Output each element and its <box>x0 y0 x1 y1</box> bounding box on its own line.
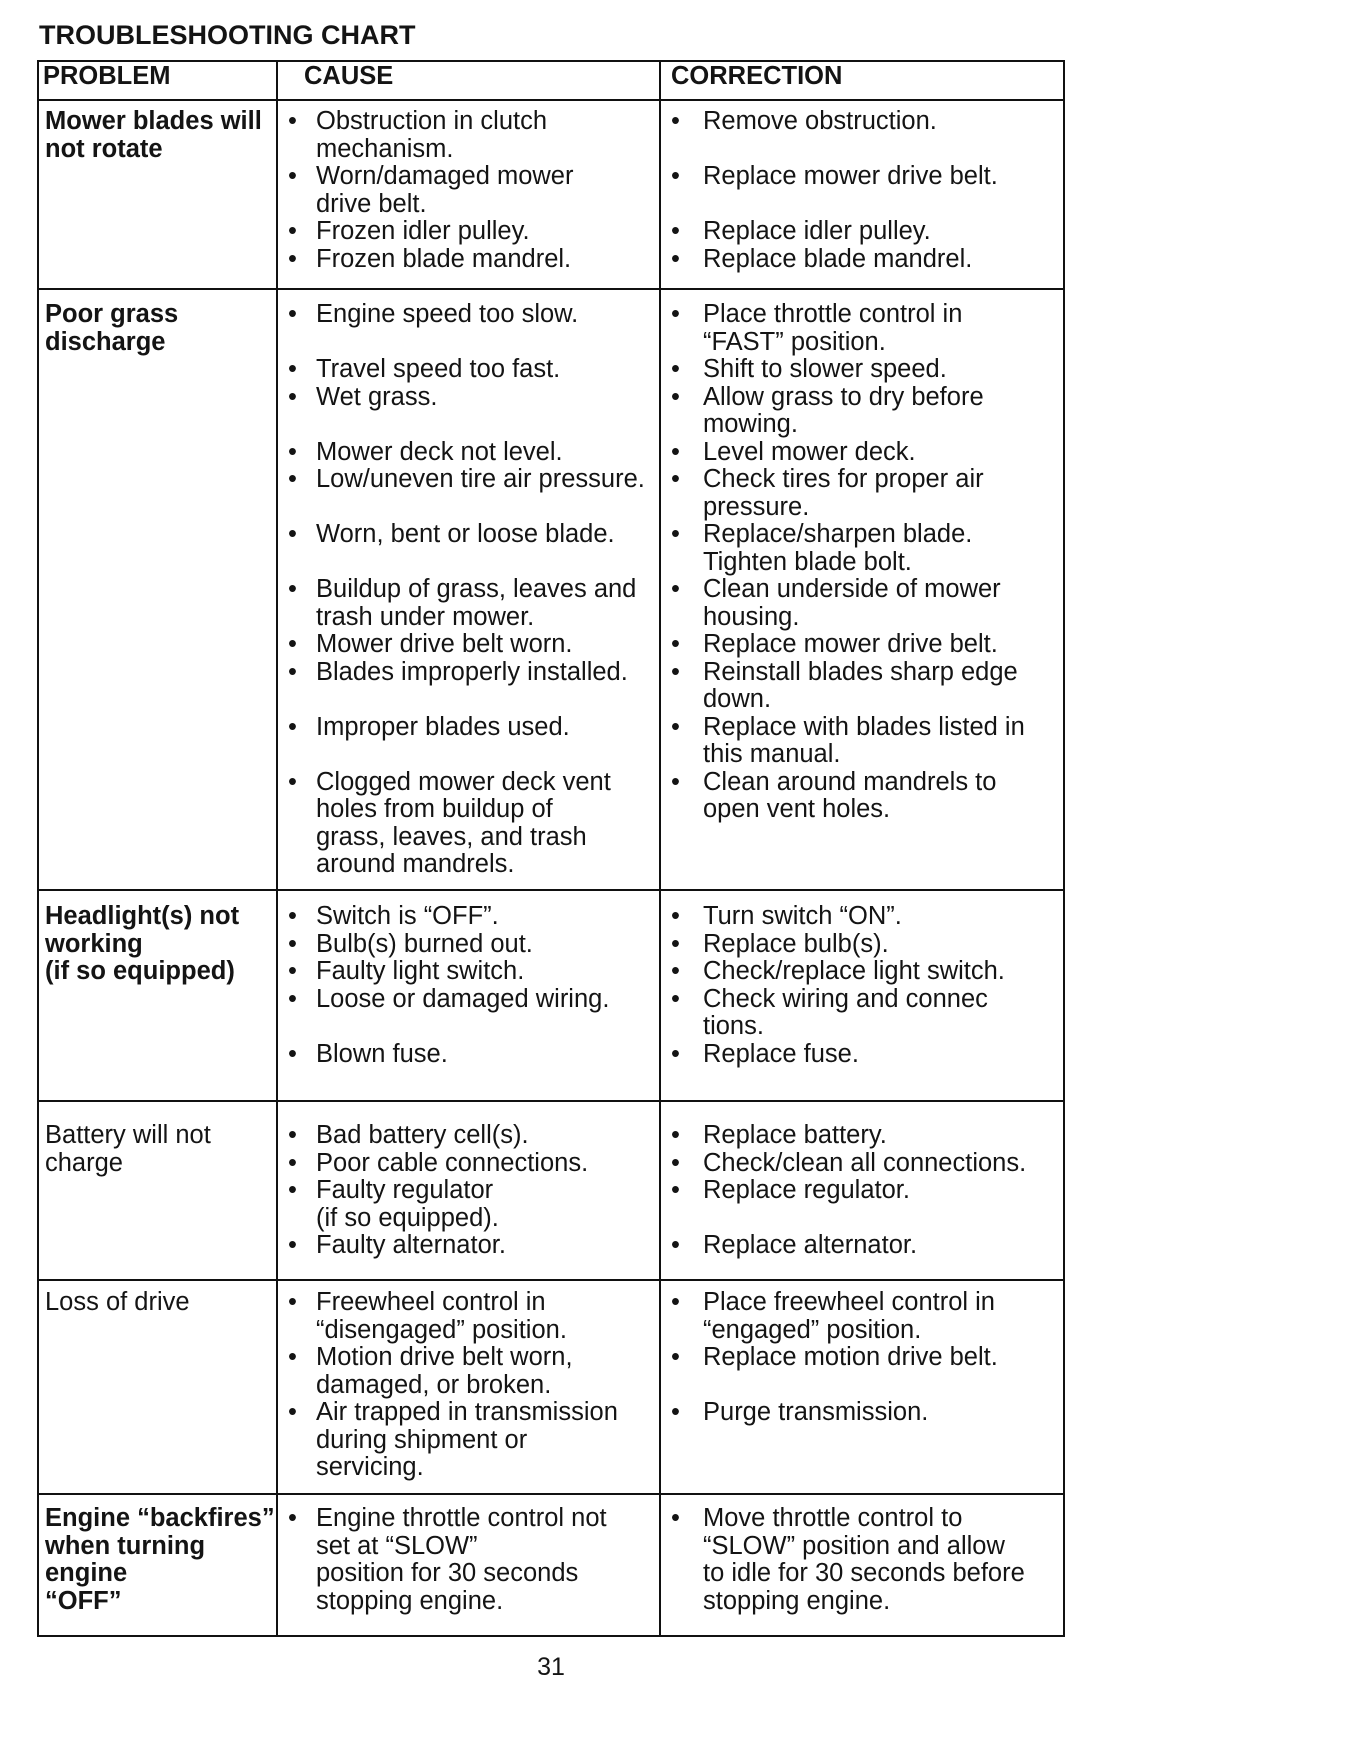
correction-item: • Clean underside of mower housing. <box>661 576 1063 631</box>
correction-item: • Replace motion drive belt. <box>661 1344 1063 1399</box>
cause-item: • Air trapped in transmission during shipment or servicing. <box>278 1399 661 1482</box>
correction-item: • Reinstall blades sharp edge down. <box>661 659 1063 714</box>
table-row <box>39 1102 1063 1281</box>
cause-item: • Engine speed too slow. <box>278 301 661 356</box>
cause-item: • Obstruction in clutch mechanism. <box>278 108 661 163</box>
cause-item: • Poor cable connections. <box>278 1150 661 1178</box>
correction-item: • Check wiring and connec tions. <box>661 986 1063 1041</box>
correction-item: • Replace bulb(s). <box>661 931 1063 959</box>
correction-item: • Shift to slower speed. <box>661 356 1063 384</box>
title-clip <box>39 20 479 50</box>
problem-cell: Poor grass discharge <box>45 300 179 356</box>
correction-item: • Purge transmission. <box>661 1399 1063 1482</box>
problem-cell: Engine “backfires” when turning engine “OFF” <box>45 1504 275 1615</box>
correction-item: • Replace alternator. <box>661 1232 1063 1260</box>
cause-item: • Mower drive belt worn. <box>278 631 661 659</box>
correction-item: • Replace with blades listed in this manual. <box>661 714 1063 769</box>
correction-item: • Check tires for proper air pressure. <box>661 466 1063 521</box>
cause-item: • Faulty regulator (if so equipped). <box>278 1177 661 1232</box>
correction-item: • Check/clean all connections. <box>661 1150 1063 1178</box>
correction-item: • Replace mower drive belt. <box>661 163 1063 218</box>
cause-item: • Motion drive belt worn, damaged, or broken. <box>278 1344 661 1399</box>
cause-item: • Frozen blade mandrel. <box>278 246 661 274</box>
correction-item: • Place throttle control in “FAST” position. <box>661 301 1063 356</box>
problem-cell: Mower blades will not rotate <box>45 107 262 163</box>
table-header <box>39 62 1063 101</box>
cause-item: • Bad battery cell(s). <box>278 1122 661 1150</box>
cause-item: • Wet grass. <box>278 384 661 439</box>
cause-item: • Improper blades used. <box>278 714 661 769</box>
correction-item: • Replace battery. <box>661 1122 1063 1150</box>
cause-item: • Mower deck not level. <box>278 439 661 467</box>
correction-item: • Move throttle control to “SLOW” position and allow to idle for 30 seconds before stopping engine. <box>661 1505 1063 1615</box>
table-row <box>39 290 1063 891</box>
cause-item: • Blown fuse. <box>278 1041 661 1069</box>
correction-item: • Replace mower drive belt. <box>661 631 1063 659</box>
column-divider <box>659 62 661 1635</box>
cause-item: • Frozen idler pulley. <box>278 218 661 246</box>
correction-item: • Level mower deck. <box>661 439 1063 467</box>
table-row <box>39 891 1063 1102</box>
cause-item: • Bulb(s) burned out. <box>278 931 661 959</box>
cause-item: • Low/uneven tire air pressure. <box>278 466 661 521</box>
column-divider <box>276 62 278 1635</box>
cause-item: • Buildup of grass, leaves and trash under mower. <box>278 576 661 631</box>
cause-item: • Travel speed too fast. <box>278 356 661 384</box>
table-body <box>39 101 1063 1635</box>
correction-item: • Clean around mandrels to open vent holes. <box>661 769 1063 879</box>
correction-item: • Turn switch “ON”. <box>661 903 1063 931</box>
page-number: 31 <box>537 1653 565 1681</box>
correction-item: • Remove obstruction. <box>661 108 1063 163</box>
table-row <box>39 1495 1063 1635</box>
table-row <box>39 1281 1063 1495</box>
cause-item: • Faulty alternator. <box>278 1232 661 1260</box>
cause-item: • Engine throttle control not set at “SLOW” position for 30 seconds stopping engine. <box>278 1505 661 1615</box>
cause-item: • Loose or damaged wiring. <box>278 986 661 1041</box>
cause-item: • Switch is “OFF”. <box>278 903 661 931</box>
correction-item: • Check/replace light switch. <box>661 958 1063 986</box>
header-problem: PROBLEM <box>43 62 171 90</box>
problem-cell: Battery will not charge <box>45 1121 211 1177</box>
header-cause: CAUSE <box>304 62 394 90</box>
header-correction: CORRECTION <box>671 62 843 90</box>
correction-item: • Replace blade mandrel. <box>661 246 1063 274</box>
cause-item: • Worn, bent or loose blade. <box>278 521 661 576</box>
troubleshooting-chart <box>37 60 1065 1637</box>
cause-item: • Blades improperly installed. <box>278 659 661 714</box>
correction-item: • Allow grass to dry before mowing. <box>661 384 1063 439</box>
page-title: TROUBLESHOOTING CHART <box>39 20 416 50</box>
correction-item: • Replace regulator. <box>661 1177 1063 1232</box>
correction-item: • Replace/sharpen blade. Tighten blade bolt. <box>661 521 1063 576</box>
problem-cell: Headlight(s) not working (if so equipped) <box>45 902 240 985</box>
correction-item: • Replace fuse. <box>661 1041 1063 1069</box>
problem-cell: Loss of drive <box>45 1288 190 1316</box>
cause-item: • Faulty light switch. <box>278 958 661 986</box>
correction-item: • Replace idler pulley. <box>661 218 1063 246</box>
cause-item: • Worn/damaged mower drive belt. <box>278 163 661 218</box>
table-row <box>39 101 1063 290</box>
correction-item: • Place freewheel control in “engaged” position. <box>661 1289 1063 1344</box>
cause-item: • Freewheel control in “disengaged” position. <box>278 1289 661 1344</box>
cause-item: • Clogged mower deck vent holes from buildup of grass, leaves, and trash around mandrels. <box>278 769 661 879</box>
